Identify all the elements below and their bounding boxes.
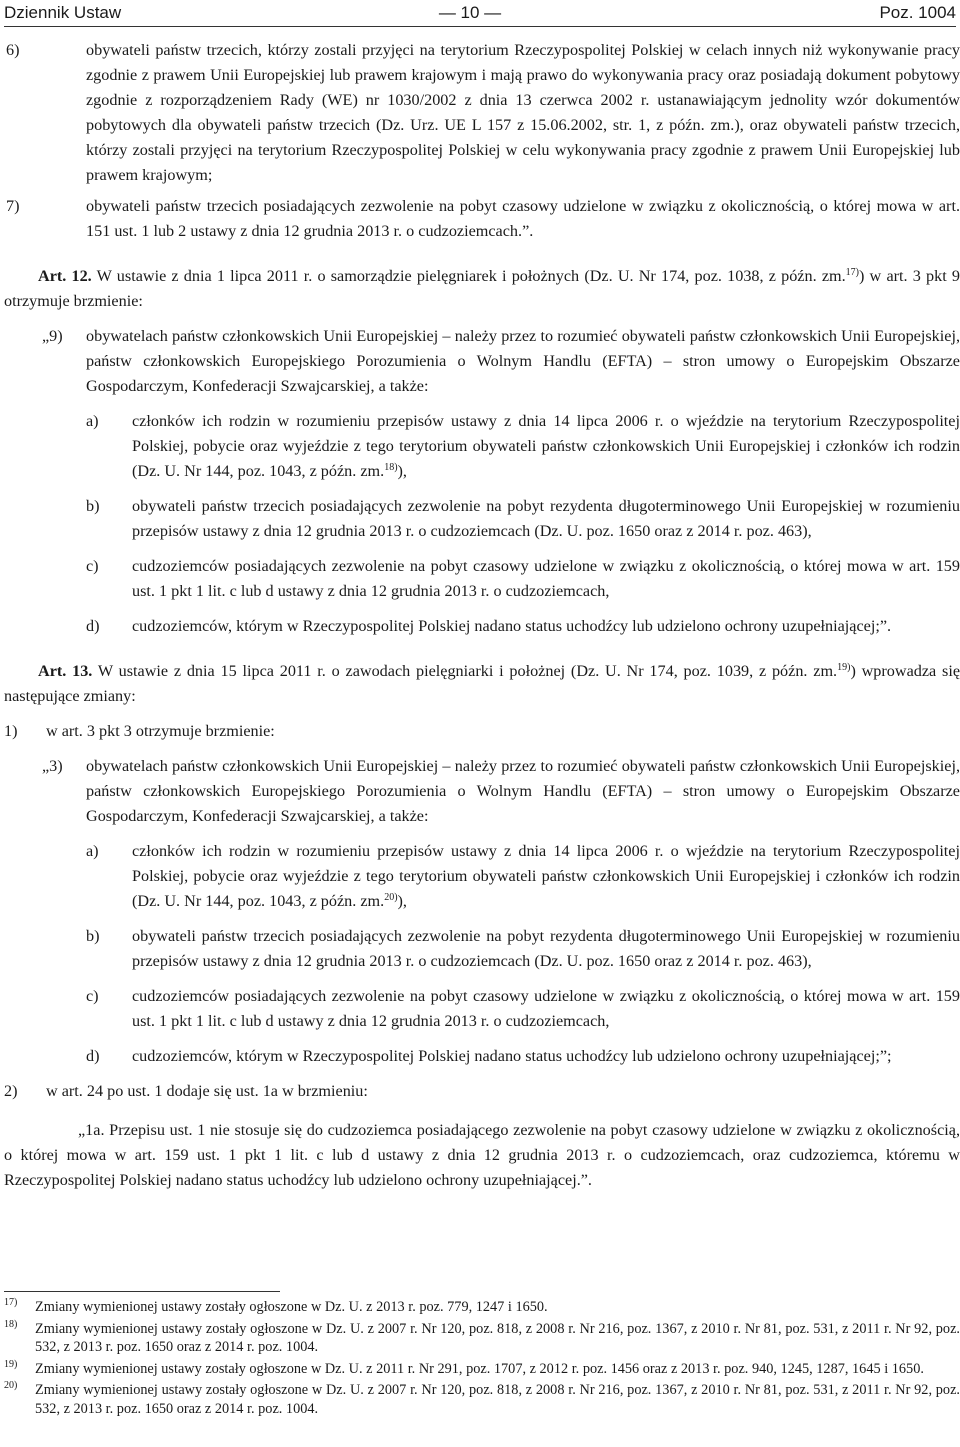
article-12-intro bbox=[4, 264, 960, 314]
sub-item-text: ), bbox=[397, 892, 407, 910]
sub-item bbox=[4, 409, 960, 484]
sub-item bbox=[4, 839, 960, 914]
sub-item-letter: b) bbox=[86, 497, 100, 515]
sub-item-text: ), bbox=[397, 462, 407, 480]
page-number: — 10 — bbox=[438, 3, 502, 22]
sub-item-letter: d) bbox=[86, 617, 100, 635]
sub-item bbox=[4, 984, 960, 1034]
item-text: obywateli państw trzecich posiadających zezwolenie na pobyt czasowy udzielone w związku z okolicznością, o której mowa w art. 151 ust. 1 lub 2 ustawy z dnia 12 grudnia 2013 r. o cudzoziemcach.”. bbox=[86, 197, 960, 240]
header-rule bbox=[4, 26, 956, 27]
list-item bbox=[4, 38, 960, 188]
sub-item-text: cudzoziemców posiadających zezwolenie na pobyt czasowy udzielone w związku z okolicznością, o której mowa w art. 159 ust. 1 pkt 1 lit. c lub d ustawy z dnia 12 grudnia 2013 r. o cudzoziemcach, bbox=[132, 987, 960, 1030]
footnote-ref: 19) bbox=[837, 662, 851, 673]
footnote-rule bbox=[4, 1291, 280, 1292]
article-label: Art. 12. bbox=[38, 267, 92, 285]
point-text: w art. 3 pkt 3 otrzymuje brzmienie: bbox=[46, 722, 275, 740]
footnote-number: 19) bbox=[4, 1358, 18, 1370]
footnote bbox=[4, 1298, 960, 1317]
footnote-text: Zmiany wymienionej ustawy zostały ogłoszone w Dz. U. z 2007 r. Nr 120, poz. 818, z 2008 r. Nr 216, poz. 1367, z 2010 r. Nr 81, poz. 531, z 2011 r. Nr 92, poz. 532, z 2013 r. poz. 1650 oraz z 2014 r. poz. 1004. bbox=[35, 1320, 960, 1355]
footnote-ref: 18) bbox=[384, 462, 398, 473]
sub-item-letter: c) bbox=[86, 987, 99, 1005]
article-text: ) w art. 3 pkt 9 otrzymuje brzmienie: bbox=[4, 267, 960, 310]
sub-item bbox=[4, 494, 960, 544]
footnote-ref: 20) bbox=[384, 892, 398, 903]
footnote-text: Zmiany wymienionej ustawy zostały ogłoszone w Dz. U. z 2013 r. poz. 779, 1247 i 1650. bbox=[35, 1299, 548, 1315]
list-item bbox=[4, 194, 960, 244]
article-label: Art. 13. bbox=[38, 662, 93, 680]
sub-item bbox=[4, 924, 960, 974]
item-number: 6) bbox=[6, 41, 20, 59]
position-number: Poz. 1004 bbox=[879, 3, 956, 22]
point-number: 2) bbox=[4, 1082, 18, 1100]
footnotes bbox=[4, 1298, 960, 1421]
sub-item-letter: d) bbox=[86, 1047, 100, 1065]
sub-item bbox=[4, 554, 960, 604]
quoted-provision bbox=[4, 324, 960, 399]
article-13-intro bbox=[4, 659, 960, 709]
footnote-ref: 17) bbox=[845, 267, 859, 278]
sub-item-letter: a) bbox=[86, 412, 99, 430]
quote-text: obywatelach państw członkowskich Unii Europejskiej – należy przez to rozumieć obywateli państw członkowskich Unii Europejskiej, państw członkowskich Europejskiego Porozumienia o Wolnym Handlu (EFTA) – stron umowy o Europejskim Obszarze Gospodarczym, Konfederacji Szwajcarskiej, a także: bbox=[86, 327, 960, 395]
quote-number: „9) bbox=[42, 327, 63, 345]
sub-item-text: cudzoziemców posiadających zezwolenie na pobyt czasowy udzielone w związku z okolicznością, o której mowa w art. 159 ust. 1 pkt 1 lit. c lub d ustawy z dnia 12 grudnia 2013 r. o cudzoziemcach, bbox=[132, 557, 960, 600]
sub-item-text: cudzoziemców, którym w Rzeczypospolitej Polskiej nadano status uchodźcy lub udzielono ochrony uzupełniającej;”; bbox=[132, 1047, 892, 1065]
quoted-paragraph-text: „1a. Przepisu ust. 1 nie stosuje się do cudzoziemca posiadającego zezwolenie na pobyt czasowy udzielone w związku z okolicznością, o której mowa w art. 159 ust. 1 pkt 1 lit. c lub d ustawy z dnia 12 grudnia 2013 r. o cudzoziemcach, oraz cudzoziemca, któremu w Rzeczypospolitej Polskiej nadano status uchodźcy lub udzielono ochrony uzupełniającej.”. bbox=[4, 1121, 960, 1189]
article-text: W ustawie z dnia 15 lipca 2011 r. o zawodach pielęgniarki i położnej (Dz. U. Nr 174, poz. 1039, z późn. zm. bbox=[92, 662, 838, 680]
sub-item-letter: b) bbox=[86, 927, 100, 945]
document-body bbox=[4, 38, 960, 1193]
footnote bbox=[4, 1381, 960, 1418]
footnote-text: Zmiany wymienionej ustawy zostały ogłoszone w Dz. U. z 2011 r. Nr 291, poz. 1707, z 2012 r. poz. 1456 oraz z 2013 r. poz. 940, 1245, 1287, 1645 i 1650. bbox=[35, 1360, 924, 1377]
item-text: obywateli państw trzecich, którzy zostali przyjęci na terytorium Rzeczypospolitej Polskiej w celach innych niż wykonywanie pracy zgodnie z prawem Unii Europejskiej lub prawem krajowym i mają prawo do wykonywania pracy oraz posiadają dokument pobytowy zgodnie z rozporządzeniem Rady (WE) nr 1030/2002 z dnia 13 czerwca 2002 r. ustanawiającym jednolity wzór dokumentów pobytowych dla obywateli państw trzecich (Dz. Urz. UE L 157 z 15.06.2002, str. 1, z późn. zm.), oraz obywateli państw trzecich, którzy zostali przyjęci na terytorium Rzeczypospolitej Polskiej w celu wykonywania pracy zgodnie z prawem Unii Europejskiej lub prawem krajowym; bbox=[86, 41, 960, 184]
footnote bbox=[4, 1360, 960, 1379]
sub-item-text: członków ich rodzin w rozumieniu przepisów ustawy z dnia 14 lipca 2006 r. o wjeździe na terytorium Rzeczypospolitej Polskiej, pobycie oraz wyjeździe z tego terytorium obywateli państw członkowskich Unii Europejskiej i członków ich rodzin (Dz. U. Nr 144, poz. 1043, z późn. zm. bbox=[132, 842, 960, 910]
quoted-paragraph bbox=[4, 1118, 960, 1193]
footnote bbox=[4, 1320, 960, 1357]
quote-number: „3) bbox=[42, 757, 63, 775]
journal-title: Dziennik Ustaw bbox=[4, 3, 122, 22]
sub-item-letter: c) bbox=[86, 557, 99, 575]
quoted-provision bbox=[4, 754, 960, 829]
footnote-text: Zmiany wymienionej ustawy zostały ogłoszone w Dz. U. z 2007 r. Nr 120, poz. 818, z 2008 r. Nr 216, poz. 1367, z 2010 r. Nr 81, poz. 531, z 2011 r. Nr 92, poz. 532, z 2013 r. poz. 1650 oraz z 2014 r. poz. 1004. bbox=[35, 1382, 960, 1417]
sub-item-text: obywateli państw trzecich posiadających zezwolenie na pobyt rezydenta długoterminowego Unii Europejskiej w rozumieniu przepisów ustawy z dnia 12 grudnia 2013 r. o cudzoziemcach (Dz. U. poz. 1650 oraz z 2014 r. poz. 463), bbox=[132, 927, 960, 970]
page-header bbox=[0, 0, 960, 26]
amendment-point bbox=[4, 719, 960, 744]
sub-item-letter: a) bbox=[86, 842, 99, 860]
item-number: 7) bbox=[6, 197, 20, 215]
sub-item bbox=[4, 1044, 960, 1069]
point-number: 1) bbox=[4, 722, 18, 740]
point-text: w art. 24 po ust. 1 dodaje się ust. 1a w brzmieniu: bbox=[46, 1082, 368, 1100]
footnote-number: 20) bbox=[4, 1380, 18, 1391]
sub-item-text: obywateli państw trzecich posiadających zezwolenie na pobyt rezydenta długoterminowego Unii Europejskiej w rozumieniu przepisów ustawy z dnia 12 grudnia 2013 r. o cudzoziemcach (Dz. U. poz. 1650 oraz z 2014 r. poz. 463), bbox=[132, 497, 960, 540]
footnote-number: 17) bbox=[4, 1297, 18, 1308]
amendment-point bbox=[4, 1079, 960, 1104]
quote-text: obywatelach państw członkowskich Unii Europejskiej – należy przez to rozumieć obywateli państw członkowskich Unii Europejskiej, państw członkowskich Europejskiego Porozumienia o Wolnym Handlu (EFTA) – stron umowy o Europejskim Obszarze Gospodarczym, Konfederacji Szwajcarskiej, a także: bbox=[86, 757, 960, 825]
article-text: ) wprowadza się następujące zmiany: bbox=[4, 662, 960, 705]
sub-item bbox=[4, 614, 960, 639]
footnote-number: 18) bbox=[4, 1318, 18, 1330]
article-text: W ustawie z dnia 1 lipca 2011 r. o samorządzie pielęgniarek i położnych (Dz. U. Nr 174, poz. 1038, z późn. zm. bbox=[91, 267, 846, 285]
sub-item-text: cudzoziemców, którym w Rzeczypospolitej Polskiej nadano status uchodźcy lub udzielono ochrony uzupełniającej;”. bbox=[132, 617, 892, 635]
sub-item-text: członków ich rodzin w rozumieniu przepisów ustawy z dnia 14 lipca 2006 r. o wjeździe na terytorium Rzeczypospolitej Polskiej, pobycie oraz wyjeździe z tego terytorium obywateli państw członkowskich Unii Europejskiej i członków ich rodzin (Dz. U. Nr 144, poz. 1043, z późn. zm. bbox=[132, 412, 960, 480]
